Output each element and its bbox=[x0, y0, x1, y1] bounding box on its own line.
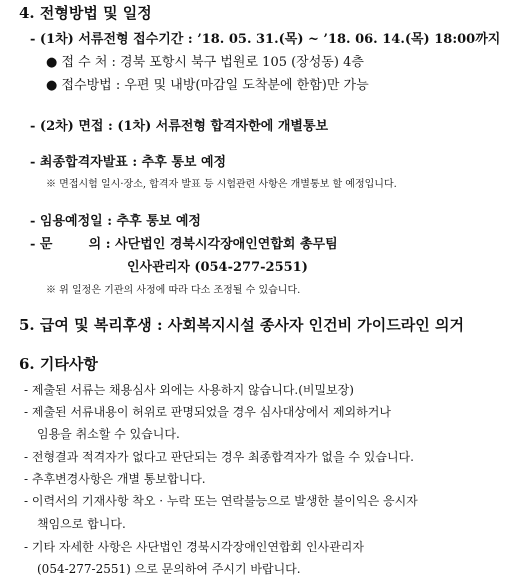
round1-schedule: - (1차) 서류전형 접수기간 : ’18. 05. 31.(목) ~ ’18. 06. 14.(목) 18:00까지 bbox=[30, 32, 501, 47]
other-item-5a: - 이력서의 기재사항 착오 · 누락 또는 연락불능으로 발생한 불이익은 응시자 bbox=[24, 494, 418, 508]
appointment-date: - 임용예정일 : 추후 통보 예정 bbox=[30, 214, 201, 229]
section-6-title: 6. 기타사항 bbox=[19, 355, 98, 373]
contact-line-1: - 문 의 : 사단법인 경북시각장애인연합회 총무팀 bbox=[30, 237, 338, 252]
other-item-3: - 전형결과 적격자가 없다고 판단되는 경우 최종합격자가 없을 수 있습니다. bbox=[24, 450, 414, 464]
other-item-4: - 추후변경사항은 개별 통보합니다. bbox=[24, 472, 206, 486]
final-announcement-note: ※ 면접시험 일시·장소, 합격자 발표 등 시험관련 사항은 개별통보 할 예정입니다. bbox=[46, 179, 397, 190]
final-announcement: - 최종합격자발표 : 추후 통보 예정 bbox=[30, 155, 227, 170]
schedule-note: ※ 위 일정은 기관의 사정에 따라 다소 조정될 수 있습니다. bbox=[46, 285, 301, 296]
submission-method: ● 접수방법 : 우편 및 내방(마감일 도착분에 한함)만 가능 bbox=[46, 78, 369, 93]
other-item-1: - 제출된 서류는 채용심사 외에는 사용하지 않습니다.(비밀보장) bbox=[24, 383, 354, 397]
round2-interview: - (2차) 면접 : (1차) 서류전형 합격자한에 개별통보 bbox=[30, 119, 329, 134]
submission-place: ● 접 수 처 : 경북 포항시 북구 법원로 105 (장성동) 4층 bbox=[46, 55, 364, 70]
other-item-5b: 책임으로 합니다. bbox=[37, 517, 126, 531]
other-item-6b: (054-277-2551) 으로 문의하여 주시기 바랍니다. bbox=[37, 562, 301, 576]
other-item-2a: - 제출된 서류내용이 허위로 판명되었을 경우 심사대상에서 제외하거나 bbox=[24, 405, 391, 419]
section-4-title: 4. 전형방법 및 일정 bbox=[19, 4, 152, 22]
contact-line-2: 인사관리자 (054-277-2551) bbox=[127, 260, 308, 275]
other-item-6a: - 기타 자세한 사항은 사단법인 경북시각장애인연합회 인사관리자 bbox=[24, 540, 364, 554]
other-item-2b: 임용을 취소할 수 있습니다. bbox=[37, 427, 180, 441]
section-5-title: 5. 급여 및 복리후생 : 사회복지시설 종사자 인건비 가이드라인 의거 bbox=[19, 316, 464, 334]
